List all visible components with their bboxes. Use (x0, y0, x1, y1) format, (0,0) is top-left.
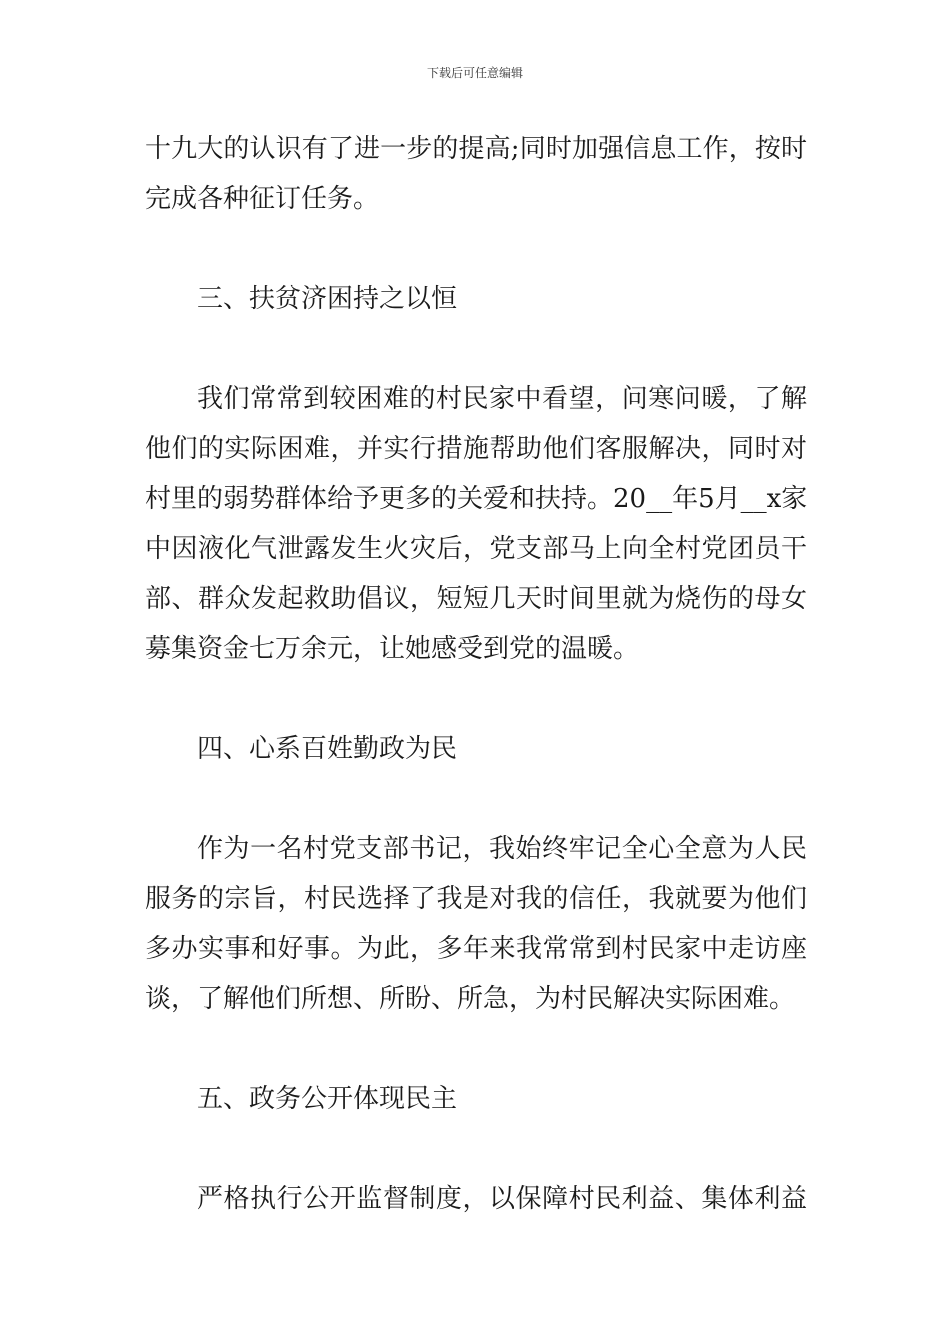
page-header: 下载后可任意编辑 (426, 66, 523, 80)
text-line: 谈，了解他们所想、所盼、所急，为村民解决实际困难。 (145, 984, 796, 1014)
body-paragraph (145, 374, 807, 674)
paragraph-gap (145, 774, 807, 824)
document-body (145, 124, 807, 1224)
section-heading (145, 1074, 807, 1124)
paragraph-gap (145, 674, 807, 724)
paragraph-gap (145, 224, 807, 274)
section-heading-text: 五、政务公开体现民主 (197, 1084, 458, 1114)
paragraph-gap (145, 1024, 807, 1074)
section-heading-text: 三、扶贫济困持之以恒 (197, 284, 458, 314)
text-line: 我们常常到较困难的村民家中看望，问寒问暖，了解 (197, 384, 807, 414)
body-paragraph (145, 124, 807, 224)
body-paragraph (145, 1174, 807, 1224)
text-line: 村里的弱势群体给予更多的关爱和扶持。20__年5月__x家 (145, 484, 808, 514)
text-line: 作为一名村党支部书记，我始终牢记全心全意为人民 (197, 834, 807, 864)
text-line: 他们的实际困难，并实行措施帮助他们客服解决，同时对 (145, 434, 807, 464)
body-paragraph (145, 824, 807, 1024)
section-heading-text: 四、心系百姓勤政为民 (197, 734, 458, 764)
text-line: 部、群众发起救助倡议，短短几天时间里就为烧伤的母女 (145, 584, 807, 614)
paragraph-gap (145, 1124, 807, 1174)
text-line: 中因液化气泄露发生火灾后，党支部马上向全村党团员干 (145, 534, 807, 564)
paragraph-gap (145, 324, 807, 374)
text-line: 十九大的认识有了进一步的提高;同时加强信息工作，按时 (145, 134, 807, 164)
text-line: 服务的宗旨，村民选择了我是对我的信任，我就要为他们 (145, 884, 807, 914)
text-line: 严格执行公开监督制度，以保障村民利益、集体利益 (197, 1184, 807, 1214)
text-line: 募集资金七万余元，让她感受到党的温暖。 (145, 634, 640, 664)
section-heading (145, 724, 807, 774)
text-line: 完成各种征订任务。 (145, 184, 380, 214)
text-line: 多办实事和好事。为此，多年来我常常到村民家中走访座 (145, 934, 807, 964)
section-heading (145, 274, 807, 324)
